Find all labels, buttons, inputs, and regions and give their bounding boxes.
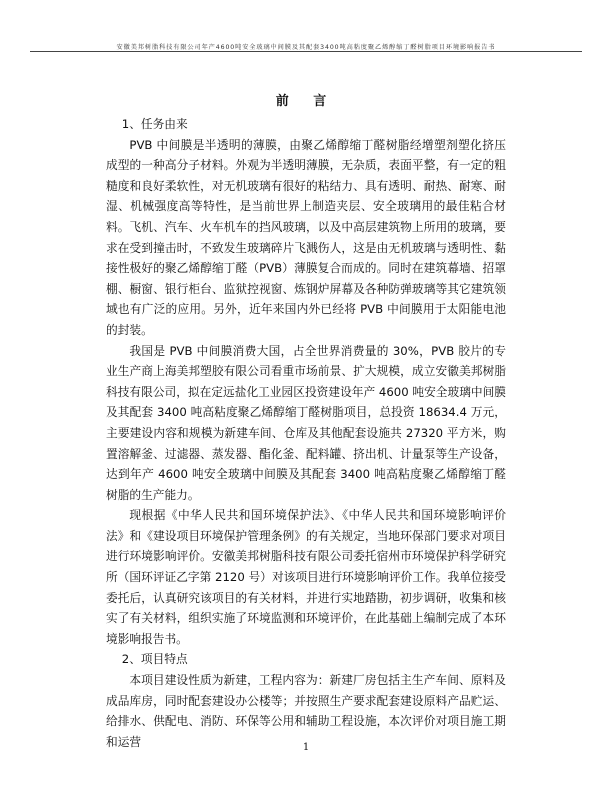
section-heading-2: 2、项目特点 bbox=[121, 652, 188, 667]
page-title: 前 言 bbox=[275, 94, 337, 109]
header-rule bbox=[30, 51, 582, 52]
section-heading-1: 1、任务由来 bbox=[121, 117, 188, 131]
paragraph: 我国是 PVB 中间膜消费大国，占全世界消费量的 30%，PVB 胶片的专业生产商上海美邦塑胶有限公司看重市场前景、扩大规模，成立安徽美邦树脂科技有限公司，拟在定远盐化工业园区投资建设年产 4600 吨安全玻璃中间膜及其配套 3400 吨高粘度聚乙烯醇缩丁醛树脂项目，总投资 18634.4 万元，主要建设内容和规模为新建车间、仓库及其他配套设施共 27320 平方米，购置溶解釜、过滤器、蒸发器、酯化釜、配料罐、挤出机、计量泵等生产设备，达到年产 4600 吨安全玻璃中间膜及其配套 3400 吨高粘度聚乙烯醇缩丁醛树脂的生产能力。 bbox=[106, 343, 506, 502]
page-number: 1 bbox=[302, 742, 310, 753]
paragraph: PVB 中间膜是半透明的薄膜，由聚乙烯醇缩丁醛树脂经增塑剂塑化挤压成型的一种高分子材料。外观为半透明薄膜，无杂质，表面平整，有一定的粗糙度和良好柔软性，对无机玻璃有很好的粘结力、具有透明、耐热、耐寒、耐湿、机械强度高等特性，是当前世界上制造夹层、安全玻璃用的最佳粘合材料。飞机、汽车、火车机车的挡风玻璃，以及中高层建筑物上所用的玻璃，要求在受到撞击时，不致发生玻璃碎片飞溅伤人，这是由无机玻璃与透明性、黏接性极好的聚乙烯醇缩丁醛（PVB）薄膜复合而成的。同时在建筑幕墙、招罩棚、橱窗、银行柜台、监狱控视窗、炼钢炉屏幕及各种防弹玻璃等其它建筑领域也有广泛的应用。另外，近年来国内外已经将 PVB 中间膜用于太阳能电池的封装。 bbox=[106, 137, 506, 337]
body-text bbox=[106, 114, 506, 752]
running-header: 安徽美邦树脂科技有限公司年产4600吨安全玻璃中间膜及其配套3400吨高粘度聚乙烯醇缩丁醛树脂项目环境影响报告书 bbox=[116, 44, 496, 51]
paragraph: 现根据《中华人民共和国环境保护法》、《中华人民共和国环境影响评价法》和《建设项目环境保护管理条例》的有关规定，当地环保部门要求对项目进行环境影响评价。安徽美邦树脂科技有限公司委托宿州市环境保护科学研究所（国环评证乙字第 2120 号）对该项目进行环境影响评价工作。我单位接受委托后，认真研究该项目的有关材料，并进行实地踏勘，初步调研，收集和核实了有关材料，组织实施了环境监测和环境评价，在此基础上编制完成了本环境影响报告书。 bbox=[106, 508, 506, 646]
paragraph: 本项目建设性质为新建，工程内容为：新建厂房包括主生产车间、原料及成品库房，同时配套建设办公楼等；并按照生产要求配套建设原料产品贮运、给排水、供配电、消防、环保等公用和辅助工程设施，本次评价对项目施工期和运营 bbox=[106, 673, 506, 749]
